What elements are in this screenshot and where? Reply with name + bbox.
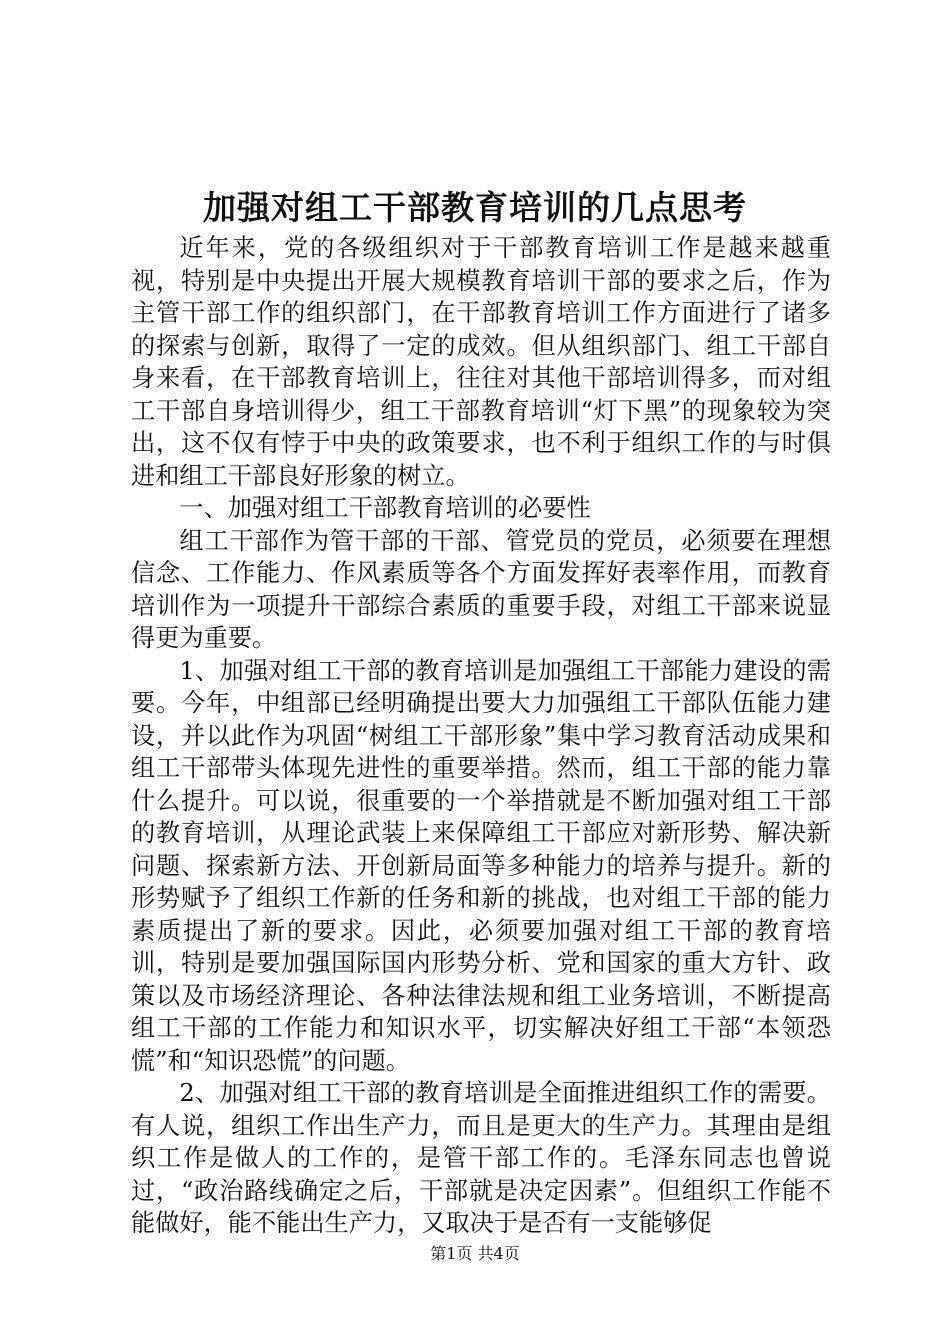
paragraph-section-1: 组工干部作为管干部的干部、管党员的党员，必须要在理想信念、工作能力、作风素质等各个方面发挥好表率作用，而教育培训作为一项提升干部综合素质的重要手段，对组工干部来说显得更为重要。 <box>131 526 831 652</box>
paragraph-point-2: 2、加强对组工干部的教育培训是全面推进组织工作的需要。有人说，组织工作出生产力，而且是更大的生产力。其理由是组织工作是做人的工作的，是管干部工作的。毛泽东同志也曾说过，“政治路线确定之后，干部就是决定因素”。但组织工作能不能做好，能不能出生产力，又取决于是否有一支能够促 <box>131 1079 831 1237</box>
page-footer: 第1页 共4页 <box>430 1244 520 1263</box>
paragraph-point-1: 1、加强对组工干部的教育培训是加强组工干部能力建设的需要。今年，中组部已经明确提出要大力加强组工干部队伍能力建设，并以此作为巩固“树组工干部形象”集中学习教育活动成果和组工干部带头体现先进性的重要举措。然而，组工干部的能力靠什么提升。可以说，很重要的一个举措就是不断加强对组工干部的教育培训，从理论武装上来保障组工干部应对新形势、解决新问题、探索新方法、开创新局面等多种能力的培养与提升。新的形势赋予了组织工作新的任务和新的挑战，也对组工干部的能力素质提出了新的要求。因此，必须要加强对组工干部的教育培训，特别是要加强国际国内形势分析、党和国家的重大方针、政策以及市场经济理论、各种法律法规和组工业务培训，不断提高组工干部的工作能力和知识水平，切实解决好组工干部“本领恐慌”和“知识恐慌”的问题。 <box>131 656 831 1075</box>
paragraph-intro: 近年来，党的各级组织对于干部教育培训工作是越来越重视，特别是中央提出开展大规模教育培训干部的要求之后，作为主管干部工作的组织部门，在干部教育培训工作方面进行了诸多的探索与创新，取得了一定的成效。但从组织部门、组工干部自身来看，在干部教育培训上，往往对其他干部培训得多，而对组工干部自身培训得少，组工干部教育培训“灯下黑”的现象较为突出，这不仅有悖于中央的政策要求，也不利于组织工作的与时俱进和组工干部良好形象的树立。 <box>131 234 831 490</box>
document-title: 加强对组工干部教育培训的几点思考 <box>203 188 747 227</box>
document-body <box>131 232 831 1240</box>
section-heading-1: 一、加强对组工干部教育培训的必要性 <box>179 494 591 522</box>
